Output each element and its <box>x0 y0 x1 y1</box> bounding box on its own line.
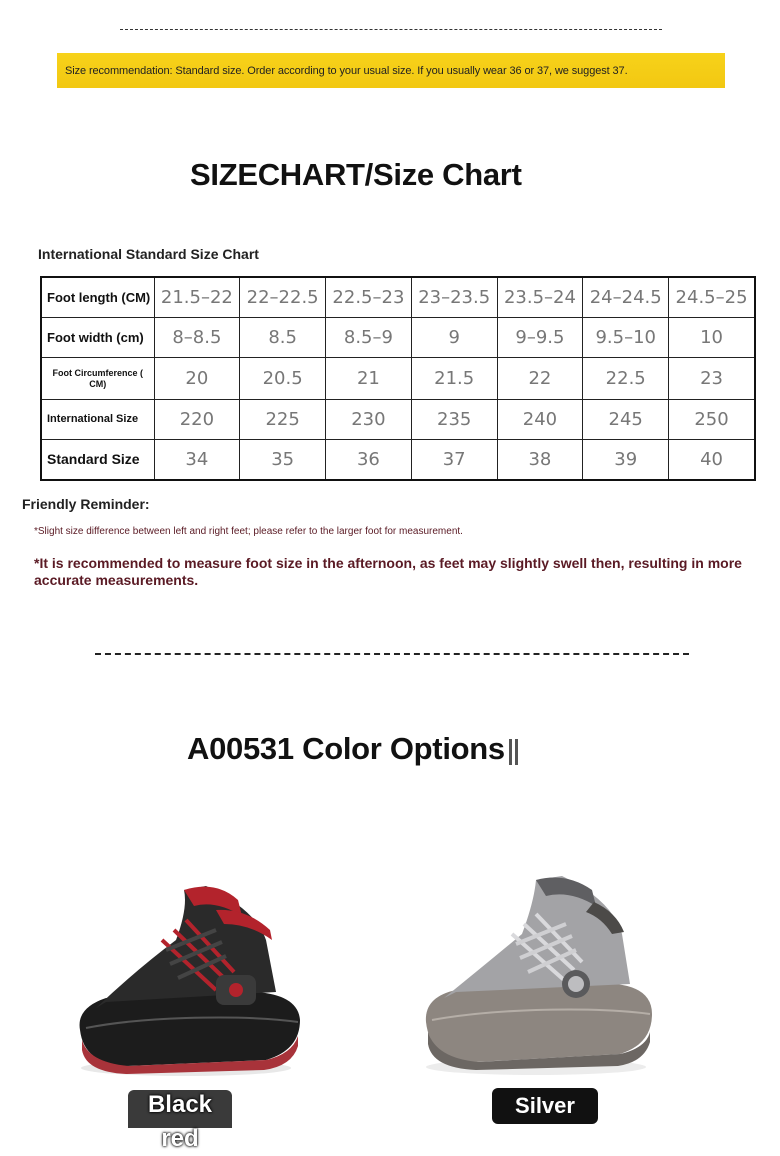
table-cell: 8.5–9 <box>326 318 412 358</box>
color-options-title <box>187 731 519 767</box>
table-row <box>41 399 755 439</box>
section-divider <box>95 653 689 655</box>
table-cell: 245 <box>583 399 669 439</box>
row-header: Foot Circumference ( CM) <box>41 358 154 400</box>
table-cell: 21 <box>326 358 412 400</box>
table-cell: 20.5 <box>240 358 326 400</box>
table-cell: 225 <box>240 399 326 439</box>
table-cell: 230 <box>326 399 412 439</box>
table-cell: 9.5–10 <box>583 318 669 358</box>
table-cell: 23.5–24 <box>497 277 583 318</box>
table-row <box>41 358 755 400</box>
table-cell: 9–9.5 <box>497 318 583 358</box>
table-cell: 250 <box>669 399 755 439</box>
table-cell: 21.5–22 <box>154 277 240 318</box>
row-header: Standard Size <box>41 439 154 480</box>
table-cell: 22–22.5 <box>240 277 326 318</box>
table-cell: 20 <box>154 358 240 400</box>
black-red-sneaker-image[interactable] <box>66 880 306 1080</box>
table-row <box>41 277 755 318</box>
size-chart-title: SIZECHART/Size Chart <box>190 157 522 192</box>
row-header: Foot width (cm) <box>41 318 154 358</box>
table-cell: 240 <box>497 399 583 439</box>
table-cell: 8–8.5 <box>154 318 240 358</box>
table-cell: 21.5 <box>411 358 497 400</box>
table-cell: 22.5–23 <box>326 277 412 318</box>
top-divider <box>120 29 662 30</box>
table-cell: 38 <box>497 439 583 480</box>
table-cell: 37 <box>411 439 497 480</box>
table-cell: 23–23.5 <box>411 277 497 318</box>
size-chart-table <box>40 276 756 481</box>
table-cell: 35 <box>240 439 326 480</box>
table-cell: 22.5 <box>583 358 669 400</box>
table-cell: 40 <box>669 439 755 480</box>
table-cell: 9 <box>411 318 497 358</box>
reminder-title: Friendly Reminder: <box>22 496 150 512</box>
table-row <box>41 439 755 480</box>
size-recommendation-banner <box>57 53 725 88</box>
double-bar-icon <box>509 739 519 765</box>
table-cell: 235 <box>411 399 497 439</box>
silver-label[interactable]: Silver <box>492 1088 598 1124</box>
row-header: International Size <box>41 399 154 439</box>
table-cell: 39 <box>583 439 669 480</box>
reminder-note-2: *It is recommended to measure foot size in the afternoon, as feet may slightly swell then, resulting in more accurate measurements. <box>34 555 742 588</box>
color-options-title-text: A00531 Color Options <box>187 731 505 766</box>
size-chart-caption: International Standard Size Chart <box>38 246 259 262</box>
silver-sneaker-image[interactable] <box>416 872 656 1077</box>
table-cell: 10 <box>669 318 755 358</box>
black-red-label[interactable]: Black red <box>147 1091 213 1152</box>
row-header: Foot length (CM) <box>41 277 154 318</box>
table-cell: 36 <box>326 439 412 480</box>
table-cell: 8.5 <box>240 318 326 358</box>
table-cell: 24.5–25 <box>669 277 755 318</box>
table-row <box>41 318 755 358</box>
reminder-note-1: *Slight size difference between left and right feet; please refer to the larger foot for measurement. <box>34 526 463 537</box>
table-cell: 22 <box>497 358 583 400</box>
table-cell: 34 <box>154 439 240 480</box>
table-cell: 23 <box>669 358 755 400</box>
table-cell: 220 <box>154 399 240 439</box>
banner-text: Size recommendation: Standard size. Order according to your usual size. If you usually wear 36 or 37, we suggest 37. <box>65 64 628 77</box>
table-cell: 24–24.5 <box>583 277 669 318</box>
